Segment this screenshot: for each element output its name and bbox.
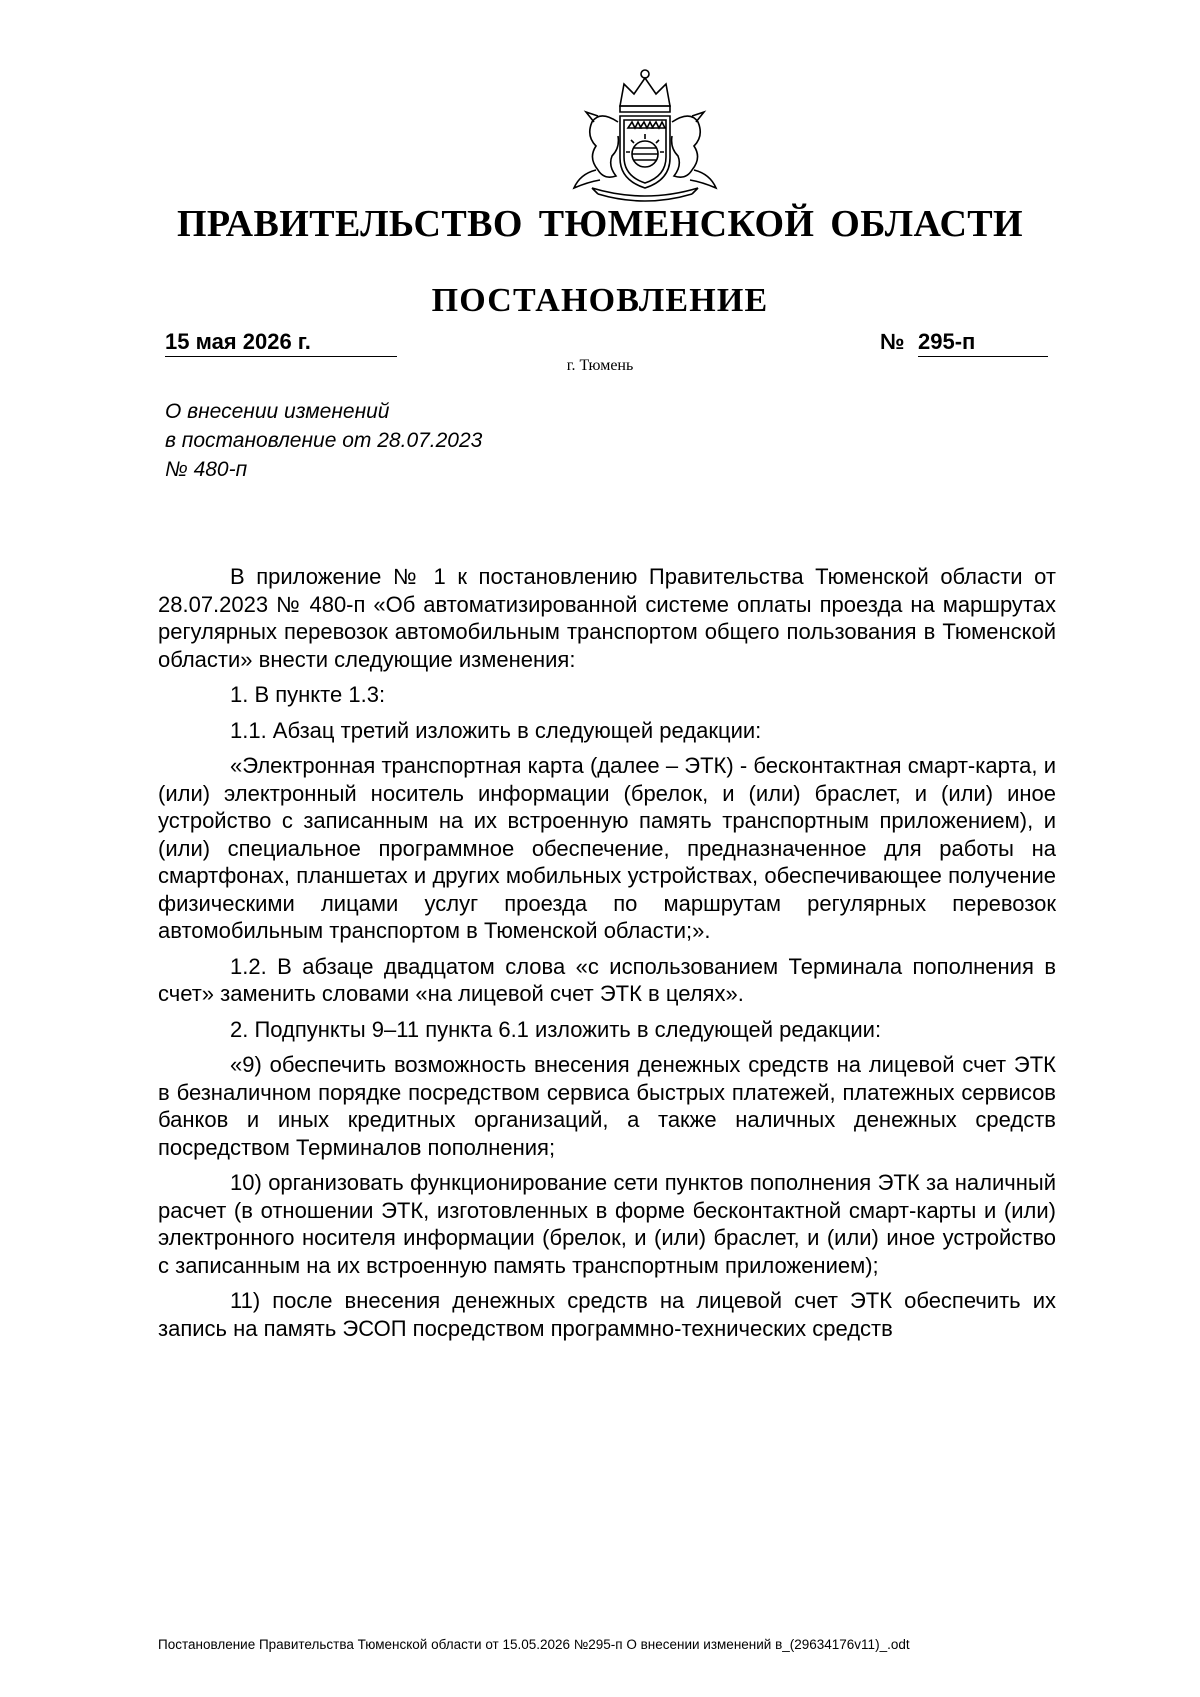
body-paragraph: 1.1. Абзац третий изложить в следующей редакции: xyxy=(230,717,762,743)
document-subject xyxy=(165,397,482,484)
number-sign: № xyxy=(880,329,905,354)
body-paragraph: «Электронная транспортная карта (далее – ЭТК) - бесконтактная смарт-карта, и (или) электронный носитель информации (брелок, и (или) браслет, и (или) иное устройство с записанным на их встроенную память транспортным приложением), и (или) специальное программное обеспечение, предназначенное для работы на смартфонах, планшетах и других мобильных устройствах, обеспечивающее получение физическими лицами услуг проезда по маршрутам регулярных перевозок автомобильным транспортом в Тюменской области;». xyxy=(158,753,1056,943)
coat-of-arms-icon xyxy=(564,62,726,210)
body-paragraph: В приложение № 1 к постановлению Правительства Тюменской области от 28.07.2023 № 480-п «Об автоматизированной системе оплаты проезда на маршрутах регулярных перевозок автомобильным транспортом общего пользования в Тюменской области» внести следующие изменения: xyxy=(158,564,1056,672)
subject-line: О внесении изменений xyxy=(165,400,390,423)
body-paragraph: 2. Подпункты 9–11 пункта 6.1 изложить в следующей редакции: xyxy=(230,1016,882,1042)
government-title: ПРАВИТЕЛЬСТВО ТЮМЕНСКОЙ ОБЛАСТИ xyxy=(176,203,1024,245)
body-paragraph: 10) организовать функционирование сети пунктов пополнения ЭТК за наличный расчет (в отношении ЭТК, изготовленных в форме бесконтактной смарт-карты и (или) электронного носителя информации (брелок, и (или) браслет, и (или) иное устройство с записанным на их встроенную память транспортным приложением); xyxy=(158,1170,1056,1278)
document-city: г. Тюмень xyxy=(566,357,634,374)
body-paragraph: 1.2. В абзаце двадцатом слова «с использованием Терминала пополнения в счет» заменить словами «на лицевой счет ЭТК в целях». xyxy=(158,953,1056,1006)
body-paragraph: 11) после внесения денежных средств на лицевой счет ЭТК обеспечить их запись на память ЭСОП посредством программно-технических средств xyxy=(158,1288,1056,1341)
page-footer: Постановление Правительства Тюменской области от 15.05.2026 №295-п О внесении изменений в_(29634176v11)_.odt xyxy=(158,1637,910,1652)
document-body xyxy=(158,563,1056,1350)
body-paragraph: «9) обеспечить возможность внесения денежных средств на лицевой счет ЭТК в безналичном порядке посредством сервиса быстрых платежей, платежных сервисов банков и иных кредитных организаций, а также наличных денежных средств посредством Терминалов пополнения; xyxy=(158,1052,1056,1160)
document-number: 295-п xyxy=(918,330,1048,357)
subject-line: № 480-п xyxy=(165,458,248,481)
document-date: 15 мая 2026 г. xyxy=(165,330,397,357)
subject-line: в постановление от 28.07.2023 xyxy=(165,429,483,452)
body-paragraph: 1. В пункте 1.3: xyxy=(230,682,386,707)
document-type: ПОСТАНОВЛЕНИЕ xyxy=(431,282,769,319)
